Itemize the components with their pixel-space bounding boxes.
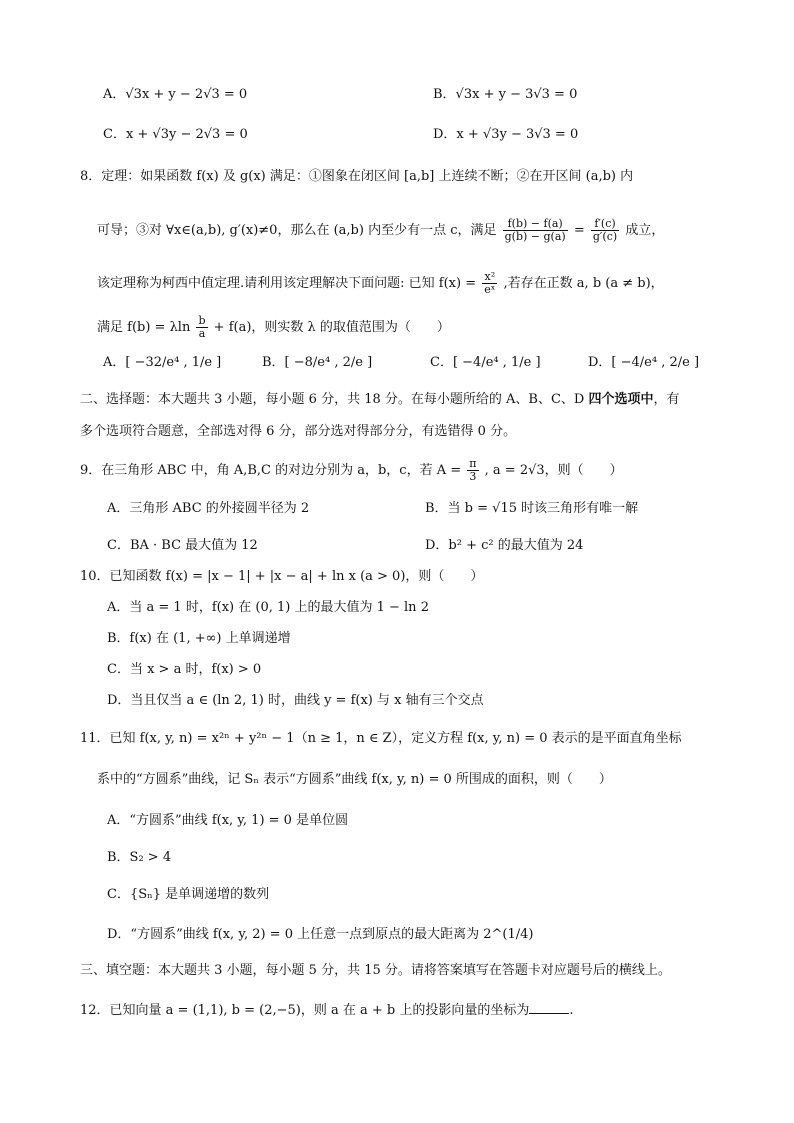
section2-heading-line2: 多个选项符合题意，全部选对得 6 分，部分选对得部分分，有选错得 0 分。 <box>80 424 517 439</box>
q12-stem-text-b: . <box>569 1003 574 1018</box>
q11-stem-line2: 系中的“方圆系”曲线，记 Sₙ 表示“方圆系”曲线 f(x, y, n) = 0 所围成的面积，则（ ） <box>97 772 612 787</box>
q9-stem-text-a: 9．在三角形 ABC 中，角 A,B,C 的对边分别为 a，b，c，若 A = <box>80 463 462 478</box>
section2-heading-line1 <box>80 391 680 409</box>
q9-option-c: C．BA · BC 最大值为 12 <box>107 538 258 553</box>
q10-stem: 10．已知函数 f(x) = |x − 1| + |x − a| + ln x (a > 0)，则（ ） <box>80 569 484 584</box>
q9-option-d: D．b² + c² 的最大值为 24 <box>425 538 584 553</box>
q10-option-c: C．当 x > a 时，f(x) > 0 <box>107 662 262 677</box>
q10-option-d: D．当且仅当 a ∈ (ln 2, 1) 时，曲线 y = f(x) 与 x 轴有三个交点 <box>107 693 484 708</box>
q9-option-a: A．三角形 ABC 的外接圆半径为 2 <box>107 501 310 516</box>
q8-stem-line2 <box>97 218 664 243</box>
q8-fraction-left <box>503 218 568 243</box>
q11-option-d: D．“方圆系”曲线 f(x, y, 2) = 0 上任意一点到原点的最大距离为 2^(1/4) <box>107 927 534 942</box>
q11-option-c: C．{Sₙ} 是单调递增的数列 <box>107 887 270 902</box>
section2-text-c: ，有 <box>653 392 680 407</box>
q8-frac-fx-den: eˣ <box>484 283 496 296</box>
q8-frac-right-den: g′(c) <box>592 230 618 243</box>
q7-option-d: D．x + √3y − 3√3 = 0 <box>433 127 579 142</box>
q8-line4-text-b: + f(a)，则实数 λ 的取值范围为（ ） <box>213 320 450 335</box>
section2-text-a: 二、选择题：本大题共 3 小题，每小题 6 分，共 18 分。在每小题所给的 A、B、C、D <box>80 392 589 407</box>
q9-frac-num: π <box>469 457 477 470</box>
q10-option-b: B．f(x) 在 (1, +∞) 上单调递增 <box>107 631 291 646</box>
q12-answer-blank[interactable] <box>529 1001 569 1014</box>
q9-fraction <box>467 458 478 483</box>
q8-stem-line3 <box>97 271 664 296</box>
q8-line3-text-a: 该定理称为柯西中值定理.请利用该定理解决下面问题: 已知 f(x) = <box>97 276 477 291</box>
q8-option-b: B．[ −8/e⁴ , 2/e ] <box>262 355 373 370</box>
q8-frac-left-den: g(b) − g(a) <box>504 230 566 243</box>
q8-option-c: C．[ −4/e⁴ , 1/e ] <box>430 355 541 370</box>
q12-stem-text-a: 12．已知向量 a = (1,1), b = (2,−5)，则 a 在 a + b 上的投影向量的坐标为 <box>80 1003 530 1018</box>
q11-option-a: A．“方圆系”曲线 f(x, y, 1) = 0 是单位圆 <box>107 813 349 828</box>
q8-frac-right-num: f′(c) <box>591 218 619 231</box>
q8-line2-text-a: 可导；③对 ∀x∈(a,b), g′(x)≠0，那么在 (a,b) 内至少有一点 c，满足 <box>97 223 497 238</box>
q8-option-d: D．[ −4/e⁴ , 2/e ] <box>588 355 700 370</box>
q7-option-a: A．√3x + y − 2√3 = 0 <box>103 87 248 102</box>
q8-frac-ba-den: a <box>198 327 206 340</box>
q8-line4-text-a: 满足 f(b) = λln <box>97 320 191 335</box>
q8-frac-left-num: f(b) − f(a) <box>503 218 568 231</box>
q9-stem-text-b: , a = 2√3，则（ ） <box>484 463 623 478</box>
q10-option-a: A．当 a = 1 时，f(x) 在 (0, 1) 上的最大值为 1 − ln 2 <box>107 600 429 615</box>
q8-option-a: A．[ −32/e⁴ , 1/e ] <box>103 355 222 370</box>
q8-line3-text-b: ,若存在正数 a, b (a ≠ b)， <box>503 276 664 291</box>
q8-line2-text-b: 成立， <box>625 223 665 238</box>
q8-frac-fx-num: x² <box>482 271 497 284</box>
q12-stem <box>80 1001 574 1020</box>
q9-frac-den: 3 <box>469 470 477 483</box>
q8-fraction-fx <box>482 271 497 296</box>
q7-option-b: B．√3x + y − 3√3 = 0 <box>433 87 578 102</box>
section3-heading: 三、填空题：本大题共 3 小题，每小题 5 分，共 15 分。请将答案填写在答题卡对应题号后的横线上。 <box>80 963 671 978</box>
q9-stem <box>80 458 623 483</box>
q8-frac-ba-num: b <box>198 314 206 327</box>
q11-option-b: B．S₂ > 4 <box>107 850 172 865</box>
q8-stem-line4 <box>97 315 450 340</box>
section2-text-bold: 四个选项中 <box>588 392 654 407</box>
q11-stem-line1: 11．已知 f(x, y, n) = x²ⁿ + y²ⁿ − 1（n ≥ 1，n ∈ Z），定义方程 f(x, y, n) = 0 表示的是平面直角坐标 <box>80 731 682 746</box>
q8-fraction-ba <box>196 315 207 340</box>
q8-fraction-right <box>591 218 619 243</box>
q8-stem-line1: 8．定理：如果函数 f(x) 及 g(x) 满足：①图象在闭区间 [a,b] 上连续不断；②在开区间 (a,b) 内 <box>80 169 634 184</box>
q9-option-b: B．当 b = √15 时该三角形有唯一解 <box>425 501 639 516</box>
q8-equals: = <box>573 223 585 238</box>
q7-option-c: C．x + √3y − 2√3 = 0 <box>103 127 248 142</box>
